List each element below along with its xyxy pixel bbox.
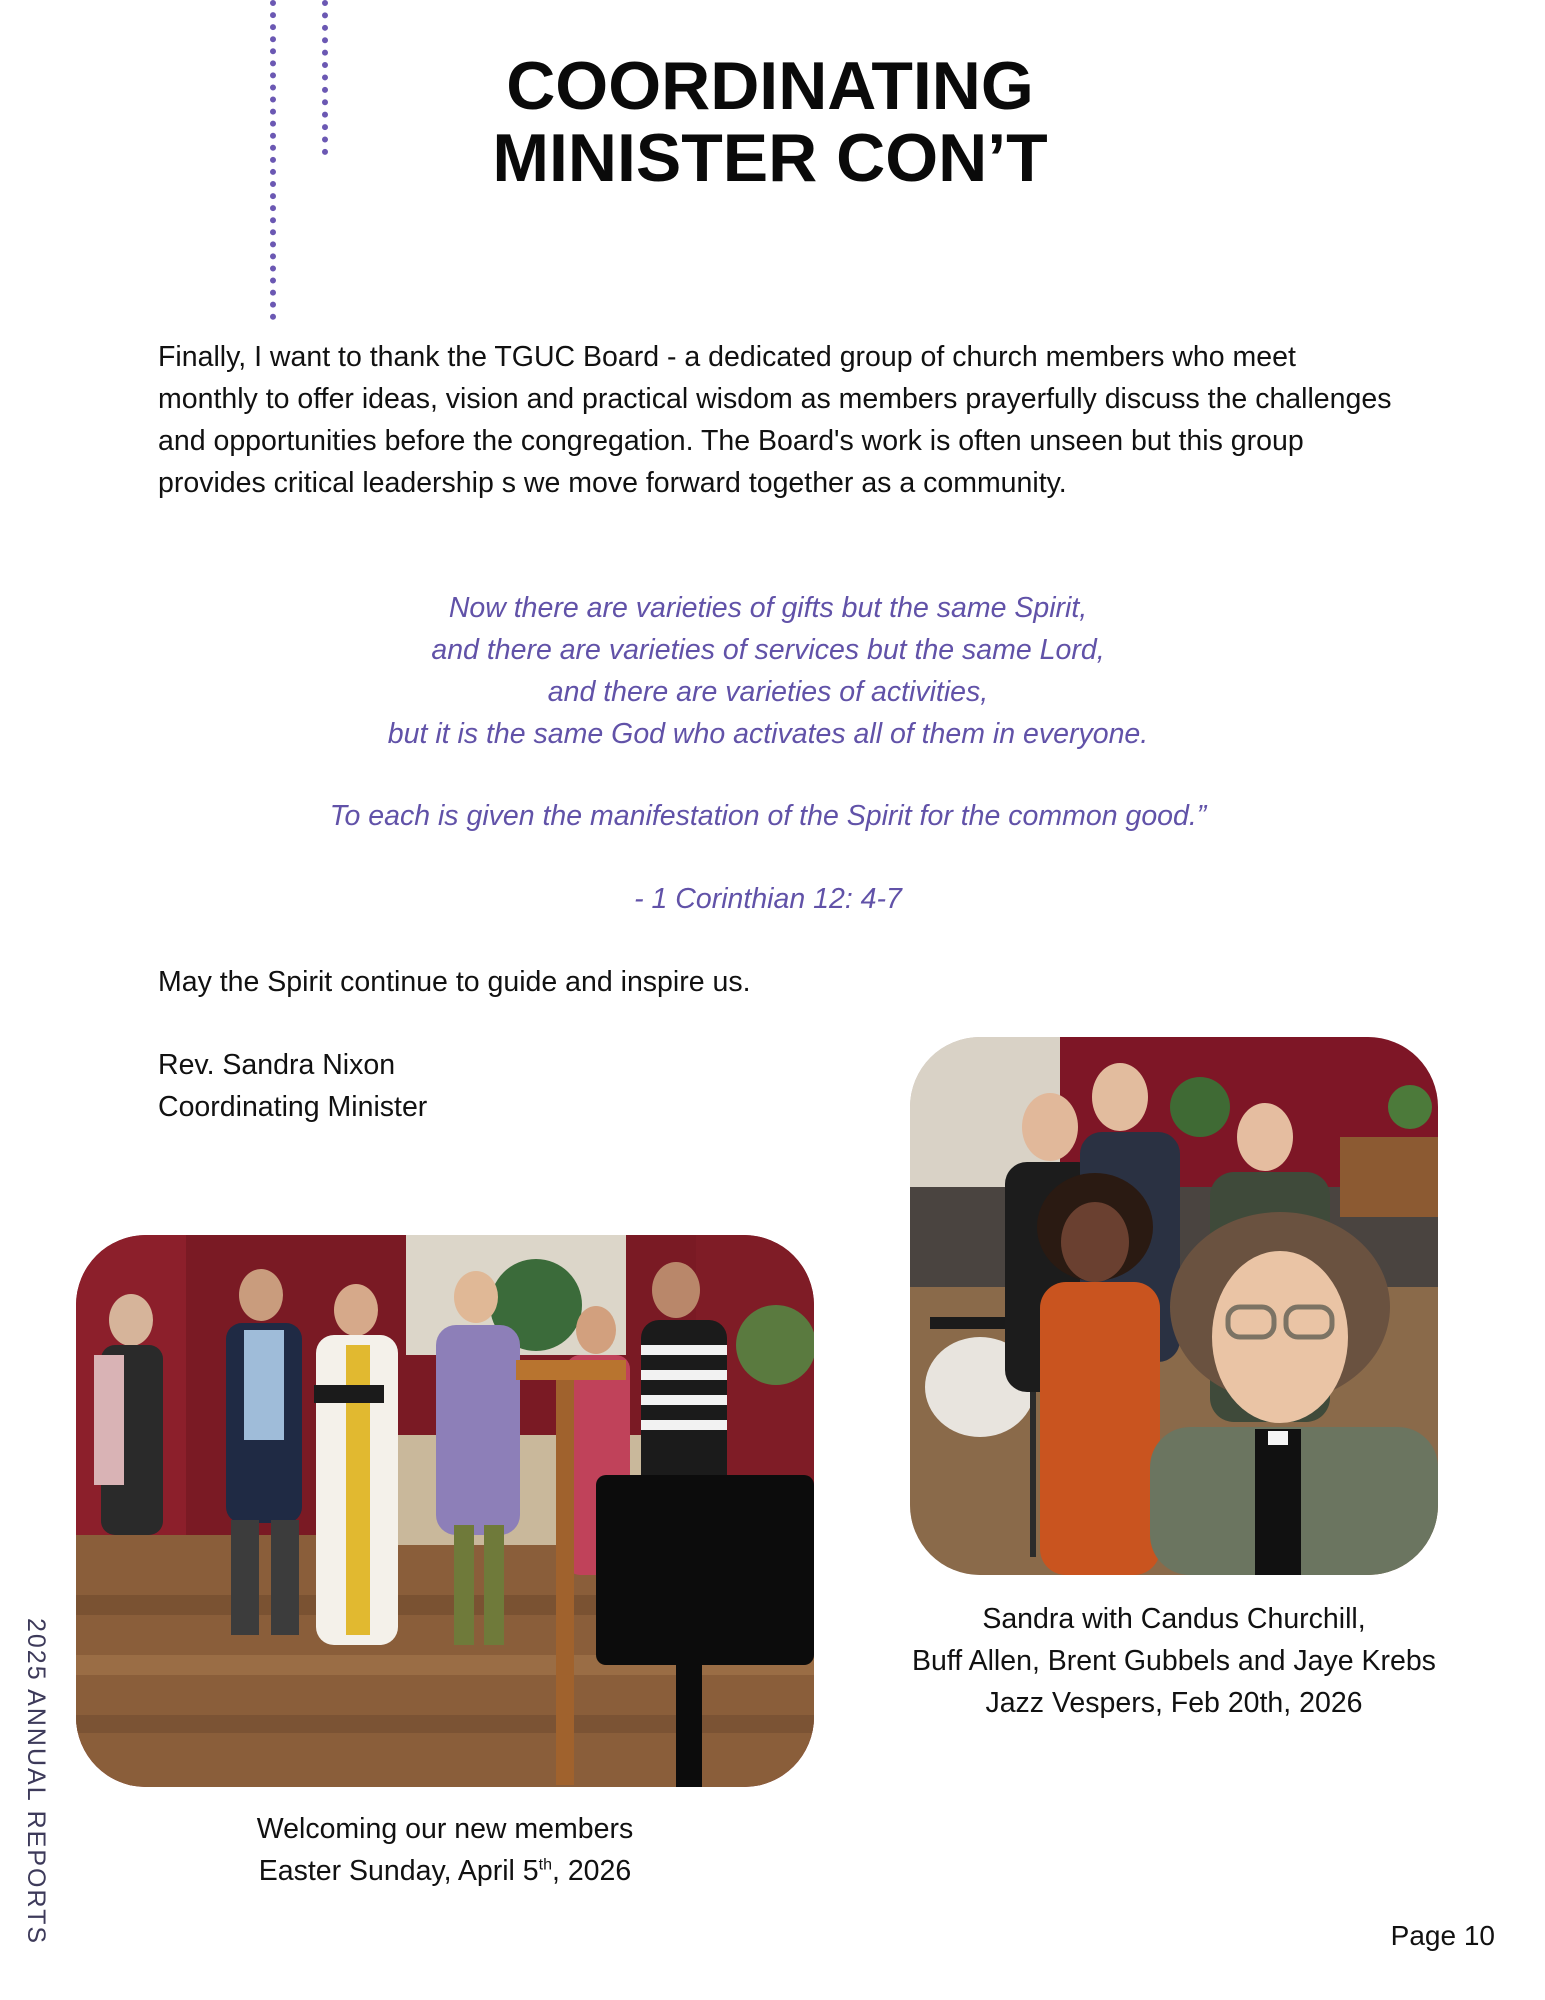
page-title-line-1: COORDINATING — [506, 48, 1034, 124]
decorative-dotted-line-long — [270, 0, 276, 320]
new-members-photo — [76, 1235, 814, 1787]
caption-date-suffix: , 2026 — [551, 1855, 632, 1887]
caption-date-superscript: th — [538, 1856, 552, 1874]
verse-line-1: Now there are varieties of gifts but the same Spirit, — [448, 592, 1088, 624]
signature-title: Coordinating Minister — [158, 1091, 428, 1123]
signature-block — [158, 1044, 427, 1128]
jazz-vespers-caption-line-1: Sandra with Candus Churchill, — [982, 1603, 1366, 1635]
new-members-caption-line-1: Welcoming our new members — [256, 1813, 634, 1845]
page-title — [400, 50, 1140, 194]
decorative-dotted-line-short — [322, 0, 328, 155]
closing-line: May the Spirit continue to guide and inspire us. — [158, 966, 751, 998]
intro-paragraph: Finally, I want to thank the TGUC Board - a dedicated group of church members who meet monthly to offer ideas, vision and practical wisdom as members prayerfully discuss the challenges and opportunities before the congregation. The Board's work is often unseen but this group provides critical leadership s we move forward together as a community. — [158, 341, 1392, 499]
jazz-vespers-caption — [870, 1598, 1478, 1724]
signature-name: Rev. Sandra Nixon — [158, 1049, 396, 1081]
new-members-caption-line-2 — [76, 1850, 814, 1892]
verse-line-3: and there are varieties of activities, — [547, 676, 989, 708]
verse-common-good: To each is given the manifestation of the Spirit for the common good.” — [329, 800, 1207, 832]
verse-line-4: but it is the same God who activates all of them in everyone. — [387, 718, 1149, 750]
scripture-verse — [158, 587, 1378, 755]
jazz-vespers-photo-image — [910, 1037, 1438, 1575]
caption-date-prefix: Easter Sunday, April 5 — [258, 1855, 539, 1887]
jazz-vespers-photo — [910, 1037, 1438, 1575]
verse-line-2: and there are varieties of services but the same Lord, — [431, 634, 1105, 666]
page-number: Page 10 — [1390, 1920, 1495, 1951]
new-members-photo-image — [76, 1235, 814, 1787]
side-label-annual-reports: 2025 ANNUAL REPORTS — [22, 1618, 50, 1946]
jazz-vespers-caption-line-3: Jazz Vespers, Feb 20th, 2026 — [985, 1687, 1363, 1719]
new-members-caption — [76, 1808, 814, 1892]
jazz-vespers-caption-line-2: Buff Allen, Brent Gubbels and Jaye Krebs — [912, 1645, 1436, 1677]
verse-reference: - 1 Corinthian 12: 4-7 — [634, 883, 902, 915]
page-title-line-2: MINISTER CON’T — [492, 120, 1048, 196]
